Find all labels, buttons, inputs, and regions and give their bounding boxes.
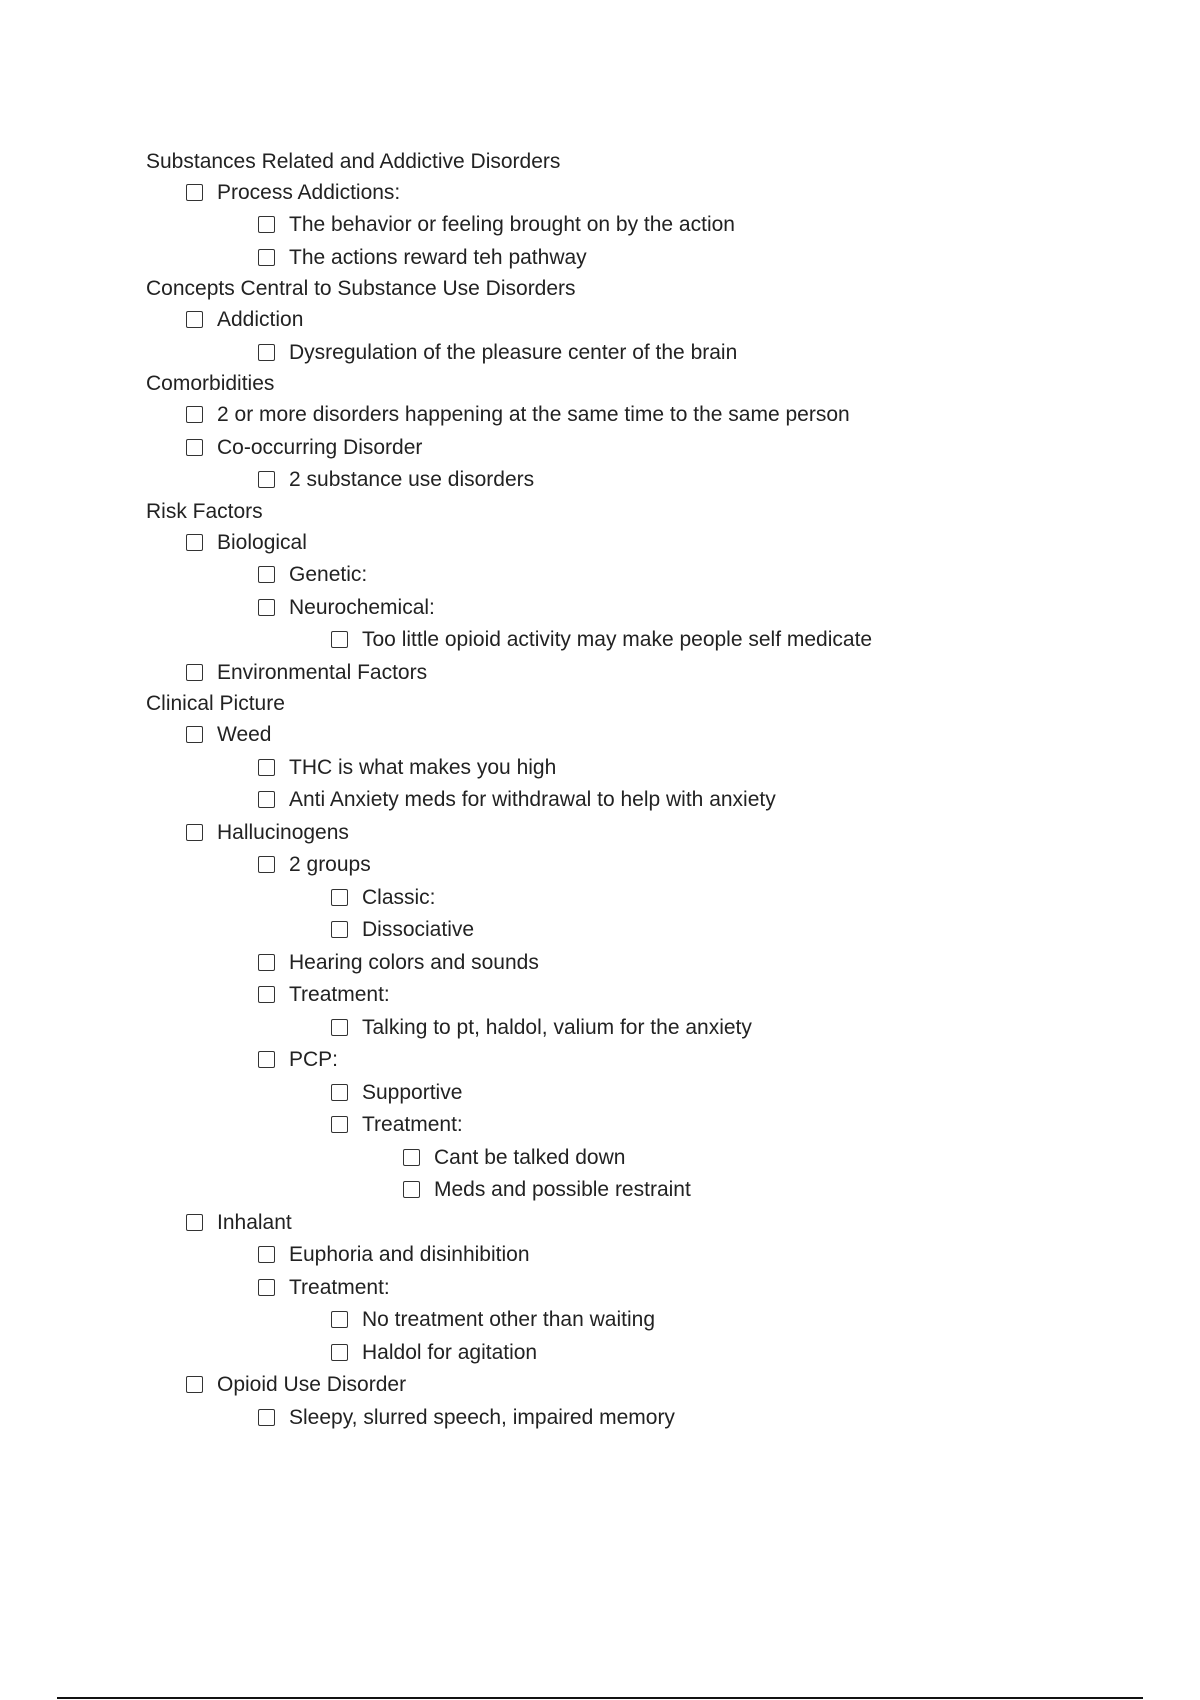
checkbox-icon[interactable] <box>258 954 275 971</box>
checkbox-icon[interactable] <box>258 566 275 583</box>
checklist-item <box>146 1304 1146 1337</box>
checklist-item <box>146 881 1146 914</box>
checklist-item-text: PCP: <box>289 1048 339 1072</box>
checkbox-icon[interactable] <box>258 759 275 776</box>
checkbox-icon[interactable] <box>186 406 203 423</box>
checkbox-icon[interactable] <box>403 1181 420 1198</box>
checkbox-icon[interactable] <box>258 344 275 361</box>
checklist-item-text: Sleepy, slurred speech, impaired memory <box>289 1405 675 1429</box>
checklist-item <box>146 849 1146 882</box>
checkbox-icon[interactable] <box>331 1019 348 1036</box>
checkbox-icon[interactable] <box>186 1376 203 1393</box>
checklist-item <box>146 559 1146 592</box>
checklist-item <box>146 624 1146 657</box>
checkbox-icon[interactable] <box>186 726 203 743</box>
checklist-item <box>146 241 1146 274</box>
section-heading <box>146 496 1146 526</box>
checklist-item <box>146 979 1146 1012</box>
checklist-item-text: No treatment other than waiting <box>362 1308 655 1332</box>
checklist-item <box>146 399 1146 432</box>
checklist-item <box>146 1271 1146 1304</box>
checklist-item-text: Anti Anxiety meds for withdrawal to help with anxiety <box>289 788 776 812</box>
checklist-item-text: Opioid Use Disorder <box>217 1373 407 1397</box>
checkbox-icon[interactable] <box>258 249 275 266</box>
section-heading <box>146 274 1146 304</box>
section-heading-text: Risk Factors <box>146 499 263 523</box>
checklist-item-text: Classic: <box>362 885 436 909</box>
section-heading-text: Clinical Picture <box>146 692 285 715</box>
checklist-item <box>146 784 1146 817</box>
checkbox-icon[interactable] <box>258 986 275 1003</box>
checkbox-icon[interactable] <box>258 1246 275 1263</box>
checkbox-icon[interactable] <box>331 921 348 938</box>
checklist-item-text: 2 substance use disorders <box>289 468 535 492</box>
section-heading-text: Substances Related and Addictive Disorders <box>146 149 561 173</box>
checklist-item <box>146 176 1146 209</box>
checklist-item-text: Euphoria and disinhibition <box>289 1243 530 1267</box>
checklist-item <box>146 1109 1146 1142</box>
checklist-item <box>146 526 1146 559</box>
checklist-item-text: Process Addictions: <box>217 180 401 204</box>
checklist-item-text: Talking to pt, haldol, valium for the anxiety <box>362 1015 752 1039</box>
checklist-item-text: 2 or more disorders happening at the same time to the same person <box>217 403 850 427</box>
checklist-item-text: Haldol for agitation <box>362 1340 538 1364</box>
checklist-item-text: Too little opioid activity may make people self medicate <box>362 628 873 652</box>
checklist-item-text: Biological <box>217 530 307 554</box>
checkbox-icon[interactable] <box>258 216 275 233</box>
checkbox-icon[interactable] <box>258 856 275 873</box>
checklist-item <box>146 304 1146 337</box>
checkbox-icon[interactable] <box>258 1279 275 1296</box>
checklist-item-text: Environmental Factors <box>217 660 428 684</box>
checklist-item <box>146 1076 1146 1109</box>
checklist-item-text: THC is what makes you high <box>289 755 557 779</box>
checkbox-icon[interactable] <box>331 1084 348 1101</box>
checklist-item <box>146 751 1146 784</box>
checkbox-icon[interactable] <box>186 311 203 328</box>
checkbox-icon[interactable] <box>331 1344 348 1361</box>
footer-rule <box>57 1697 1143 1699</box>
checkbox-icon[interactable] <box>186 439 203 456</box>
section-heading <box>146 146 1146 176</box>
checklist-item <box>146 656 1146 689</box>
checklist-item-text: Treatment: <box>289 1275 390 1299</box>
checklist-item-text: The behavior or feeling brought on by the action <box>289 213 735 237</box>
section-heading <box>146 369 1146 399</box>
checklist-item-text: Meds and possible restraint <box>434 1178 691 1202</box>
checkbox-icon[interactable] <box>331 889 348 906</box>
checklist-item <box>146 1336 1146 1369</box>
checklist-item-text: Supportive <box>362 1080 463 1104</box>
checkbox-icon[interactable] <box>186 824 203 841</box>
checklist-item-text: Neurochemical: <box>289 595 435 619</box>
checklist-item-text: The actions reward teh pathway <box>289 245 587 269</box>
checklist-item-text: Hallucinogens <box>217 820 349 844</box>
checkbox-icon[interactable] <box>186 1214 203 1231</box>
checklist-item <box>146 464 1146 497</box>
checklist-item-text: Genetic: <box>289 563 368 587</box>
checklist-item-text: Weed <box>217 723 272 747</box>
checkbox-icon[interactable] <box>258 471 275 488</box>
checklist-item-text: Co-occurring Disorder <box>217 435 423 459</box>
checklist-item-text: 2 groups <box>289 853 371 877</box>
checklist-item <box>146 209 1146 242</box>
checklist-item <box>146 1206 1146 1239</box>
checklist-item-text: Dysregulation of the pleasure center of the brain <box>289 340 738 364</box>
checklist-item <box>146 1401 1146 1434</box>
checklist-item <box>146 591 1146 624</box>
checkbox-icon[interactable] <box>258 1409 275 1426</box>
section-heading-text: Concepts Central to Substance Use Disorders <box>146 277 576 300</box>
checklist-item <box>146 816 1146 849</box>
section-heading-text: Comorbidities <box>146 372 275 395</box>
checklist-item <box>146 336 1146 369</box>
checklist-item <box>146 914 1146 947</box>
checkbox-icon[interactable] <box>258 791 275 808</box>
checkbox-icon[interactable] <box>186 534 203 551</box>
checklist-item-text: Inhalant <box>217 1210 292 1234</box>
checklist-item <box>146 1174 1146 1207</box>
checklist-item <box>146 1239 1146 1272</box>
checklist-item <box>146 431 1146 464</box>
checklist-outline <box>146 146 1146 1434</box>
checkbox-icon[interactable] <box>403 1149 420 1166</box>
section-heading <box>146 689 1146 719</box>
checklist-item <box>146 946 1146 979</box>
checklist-item-text: Treatment: <box>289 983 390 1007</box>
checklist-item-text: Addiction <box>217 308 304 332</box>
checklist-item <box>146 1369 1146 1402</box>
checklist-item <box>146 719 1146 752</box>
checkbox-icon[interactable] <box>258 599 275 616</box>
checkbox-icon[interactable] <box>331 1311 348 1328</box>
checklist-item-text: Treatment: <box>362 1113 463 1137</box>
checklist-item-text: Cant be talked down <box>434 1145 626 1169</box>
checklist-item-text: Dissociative <box>362 918 475 942</box>
checkbox-icon[interactable] <box>331 631 348 648</box>
checklist-item <box>146 1141 1146 1174</box>
checkbox-icon[interactable] <box>186 664 203 681</box>
checklist-item <box>146 1044 1146 1077</box>
checklist-item <box>146 1011 1146 1044</box>
checkbox-icon[interactable] <box>258 1051 275 1068</box>
checklist-item-text: Hearing colors and sounds <box>289 950 539 974</box>
checkbox-icon[interactable] <box>331 1116 348 1133</box>
checkbox-icon[interactable] <box>186 184 203 201</box>
